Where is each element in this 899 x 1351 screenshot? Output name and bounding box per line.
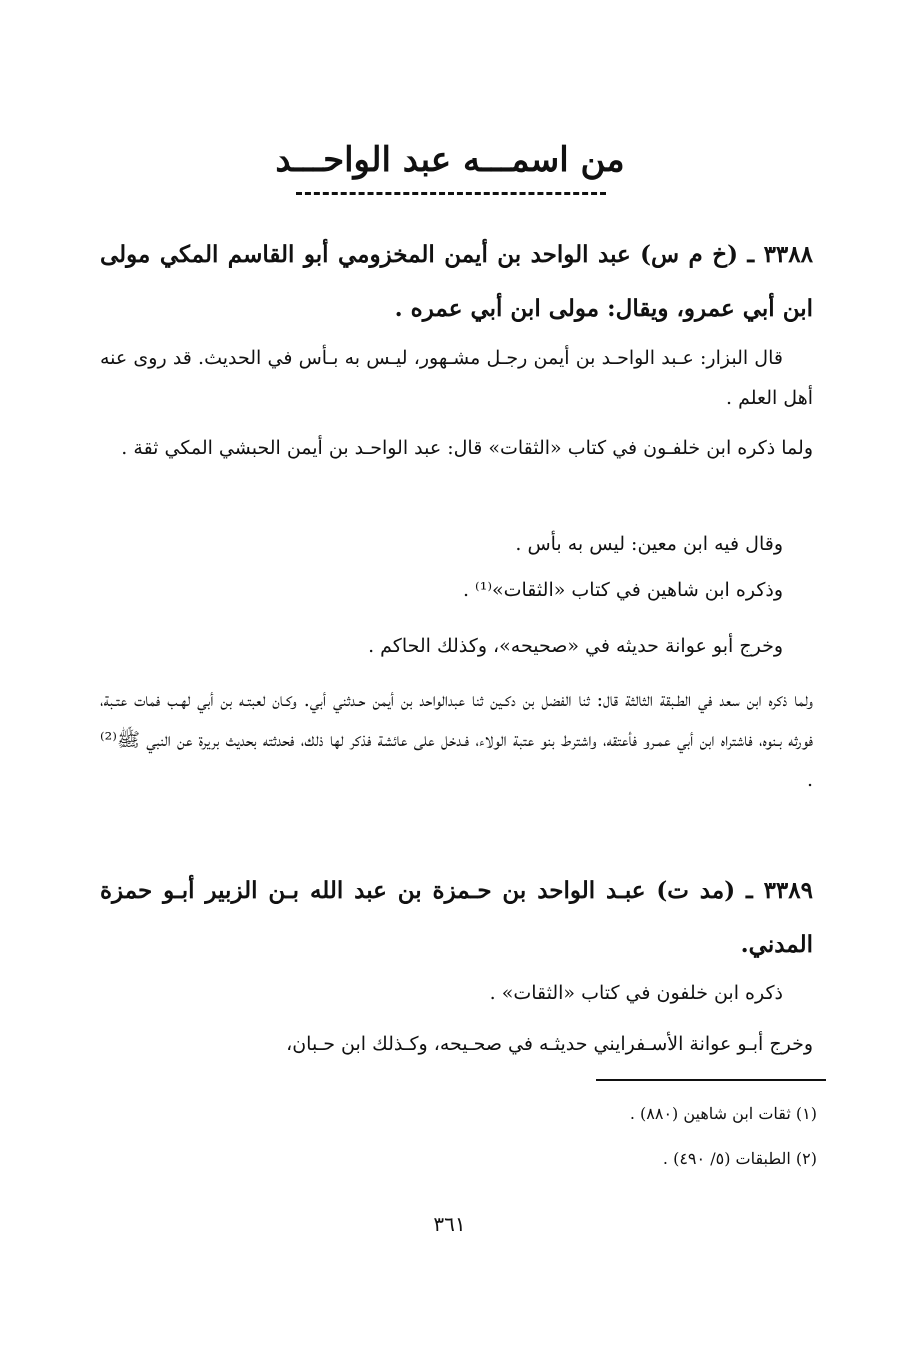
paragraph-ibn-main: وقال فيه ابن معين: ليس به بأس . [515,533,783,555]
page-number: ٣٦١ [433,1212,466,1236]
entry-3388-title: ٣٣٨٨ ـ (خ م س) عبد الواحد بن أيمن المخزومي أبو القاسم المكي مولى ابن أبي عمرو، ويقال: مولى ابن أبي عمره . [100,241,813,322]
footnote-2: (٢) الطبقات (٥/ ٤٩٠) . [662,1149,817,1168]
entry-3389-title: ٣٣٨٩ ـ (مد ت) عبـد الواحد بن حـمزة بن عبد الله بـن الزبير أبـو حمزة المدني. [100,877,813,958]
heading-divider [296,192,606,195]
paragraph-abu-awana-2: وخرج أبـو عوانة الأسـفرايني حديثـه في صحـيحه، وكـذلك ابن حـبان، [286,1033,813,1055]
footnote-1: (١) ثقات ابن شاهين (٨٨٠) . [629,1104,817,1123]
paragraph-ibn-khalfun-2: ذكره ابن خلفون في كتاب «الثقات» . [489,982,783,1004]
paragraph-bazzar: قال البزار: عـبد الواحـد بن أيمن رجـل مشـهور، ليـس به بـأس في الحديث. قد روى عنه أهل العلم . [100,347,813,409]
section-heading: من اسمـــه عبد الواحـــد [275,140,625,180]
paragraph-ibn-shahin: وذكره ابن شاهين في كتاب «الثقات»⁽¹⁾ . [462,579,783,601]
footnote-divider [596,1079,826,1081]
paragraph-abu-awana: وخرج أبو عوانة حديثه في «صحيحه»، وكذلك الحاكم . [368,635,783,657]
paragraph-ibn-khalfun: ولما ذكره ابن خلفـون في كتاب «الثقات» قال: عبد الواحـد بن أيمن الحبشي المكي ثقة . [121,437,813,459]
paragraph-ibn-saad: ولما ذكره ابن سعد في الطـبقة الثالثة قال: ثنا الفضل بن دكـين ثنا عبدالواحد بن أيمن حـدثني أبي. وكـان لعبتـه بن أبي لهـب فمات عتـبة، فورثه بـنوه، فاشتراه ابن أبي عمـرو فأعتقه، واشترط بنو عتبة الولاء، فـدخل على عائشة فذكر لها ذلك، فحدثته بحديث بريرة عن النبي ﷺ⁽²⁾ . [100,689,813,791]
